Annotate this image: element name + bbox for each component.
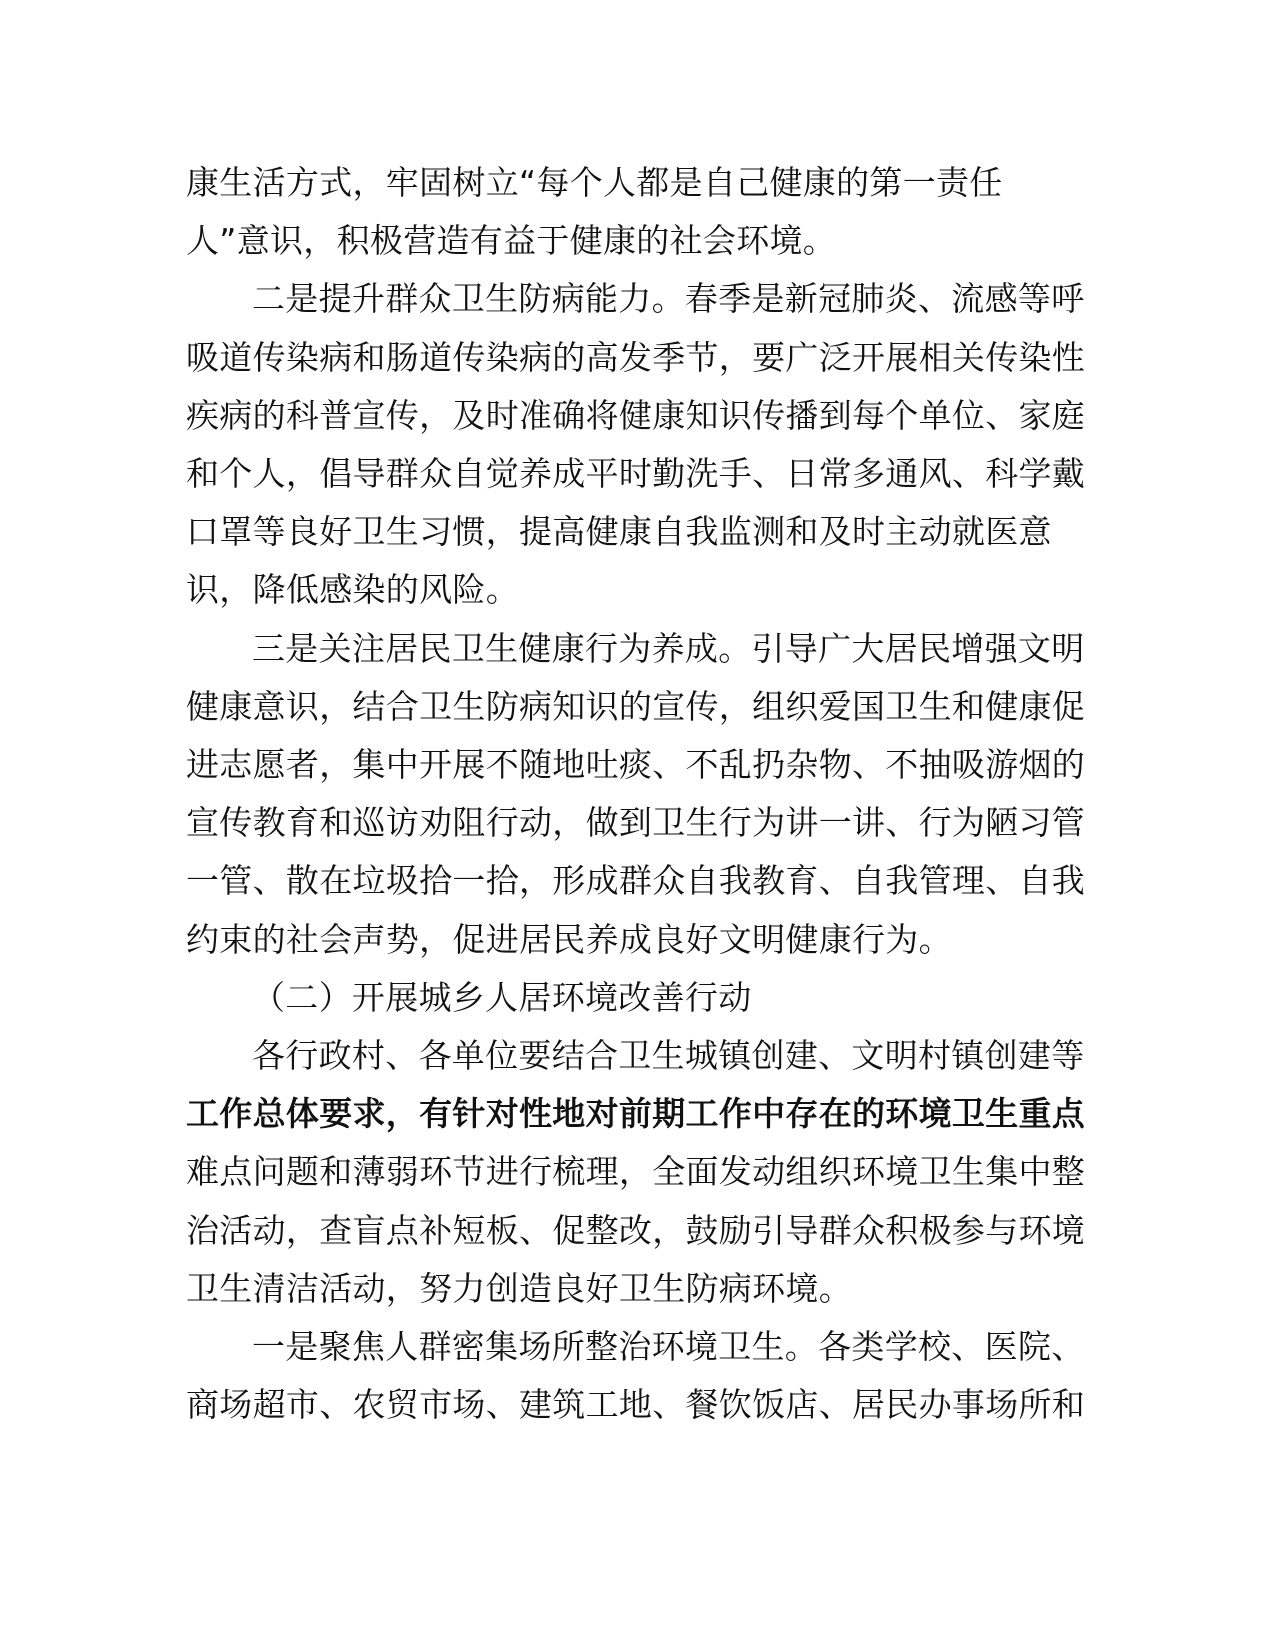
paragraph-2 bbox=[186, 270, 1092, 619]
text-line: 三是关注居民卫生健康行为养成。引导广大居民增强文明 bbox=[252, 628, 1085, 668]
text-line: 一管、散在垃圾拾一拾，形成群众自我教育、自我管理、自我 bbox=[186, 861, 1086, 901]
text-line: 进志愿者，集中开展不随地吐痰、不乱扔杂物、不抽吸游烟的 bbox=[186, 745, 1086, 785]
text-line: 识，降低感染的风险。 bbox=[186, 570, 519, 610]
paragraph-1 bbox=[186, 154, 1092, 270]
text-line: 疾病的科普宣传，及时准确将健康知识传播到每个单位、家庭 bbox=[186, 395, 1086, 435]
text-line: 吸道传染病和肠道传染病的高发季节，要广泛开展相关传染性 bbox=[186, 337, 1086, 377]
text-line: 口罩等良好卫生习惯，提高健康自我监测和及时主动就医意 bbox=[186, 512, 1052, 552]
section-heading bbox=[186, 969, 1092, 1027]
text-line: 一是聚焦人群密集场所整治环境卫生。各类学校、医院、 bbox=[252, 1327, 1085, 1367]
text-line: 卫生清洁活动，努力创造良好卫生防病环境。 bbox=[186, 1268, 852, 1308]
text-line: 宣传教育和巡访劝阻行动，做到卫生行为讲一讲、行为陋习管 bbox=[186, 803, 1086, 843]
text-line: 健康意识，结合卫生防病知识的宣传，组织爱国卫生和健康促 bbox=[186, 686, 1086, 726]
paragraph-5 bbox=[186, 1318, 1092, 1434]
text-line: 商场超市、农贸市场、建筑工地、餐饮饭店、居民办事场所和 bbox=[186, 1385, 1086, 1425]
text-line: 二是提升群众卫生防病能力。春季是新冠肺炎、流感等呼 bbox=[252, 279, 1085, 319]
text-line: 和个人，倡导群众自觉养成平时勤洗手、日常多通风、科学戴 bbox=[186, 454, 1086, 494]
text-line: 难点问题和薄弱环节进行梳理，全面发动组织环境卫生集中整 bbox=[186, 1152, 1086, 1192]
text-line: 康生活方式，牢固树立“每个人都是自己健康的第一责任 bbox=[186, 163, 1003, 202]
body-text bbox=[186, 154, 1092, 1434]
text-line: 人”意识，积极营造有益于健康的社会环境。 bbox=[186, 221, 837, 261]
paragraph-4 bbox=[186, 1027, 1092, 1318]
text-line: 治活动，查盲点补短板、促整改，鼓励引导群众积极参与环境 bbox=[186, 1210, 1086, 1250]
text-line: 各行政村、各单位要结合卫生城镇创建、文明村镇创建等 bbox=[252, 1036, 1085, 1076]
heading-text: （二）开展城乡人居环境改善行动 bbox=[252, 977, 752, 1017]
paragraph-3 bbox=[186, 620, 1092, 969]
text-line: 约束的社会声势，促进居民养成良好文明健康行为。 bbox=[186, 919, 952, 959]
text-line-bold: 工作总体要求，有针对性地对前期工作中存在的环境卫生重点 bbox=[186, 1094, 1086, 1134]
